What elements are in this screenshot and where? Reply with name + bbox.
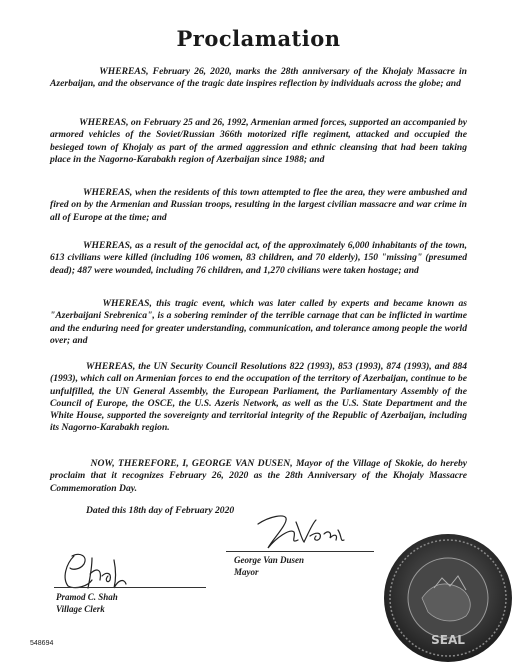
mayor-signature — [250, 510, 350, 555]
whereas-paragraph-5 — [50, 298, 467, 347]
paragraph-lead: WHEREAS, — [83, 187, 133, 198]
document-number: 548694 — [30, 640, 54, 647]
mayor-title: Mayor — [234, 567, 259, 577]
clerk-title: Village Clerk — [56, 604, 105, 614]
paragraph-text: Mayor of the Village of Skokie, do hereby proclaim that it recognizes February 26, 2020 as the 28th Anniversary of the Khojaly Massacre Commemoration Day. — [50, 458, 468, 494]
mayor-name: George Van Dusen — [234, 555, 305, 565]
paragraph-text: on February 25 and 26, 1992, Armenian armed forces, supported an accompanied by armored vehicles of the Soviet/Russian 366th motorized rifle regiment, attacked and occupied the besieged town of Khojaly as part of the armed aggression and ethnic cleansing that had been taking place in the Nagorno-Karabakh region of Azerbaijan since 1988; and — [50, 117, 467, 165]
dated-line: Dated this 18th day of February 2020 — [86, 505, 235, 516]
clerk-signature-line — [54, 587, 206, 588]
clerk-name: Pramod C. Shah — [56, 592, 118, 602]
whereas-paragraph-1 — [50, 66, 467, 91]
paragraph-text: February 26, 2020, marks the 28th anniversary of the Khojaly Massacre in Azerbaijan, and the observance of the tragic date inspires reflection by individuals across the globe; and — [50, 66, 467, 90]
paragraph-text: the UN Security Council Resolutions 822 (1993), 853 (1993), 874 (1993), and 884 (1993), which call on Armenian forces to end the occupation of the territory of Azerbaijan, continue to be unfulfilled, the UN General Assembly, the European Parliament, the Parliamentary Assembly of the Council of Europe, the OSCE, the U.S. Azeris Network, as well as the U.S. State Department and the White House, supported the sovereignty and territorial integrity of the Republic of Azerbaijan, including its Nagorno-Karabakh region. — [50, 361, 468, 434]
paragraph-lead: NOW, THEREFORE, I, GEORGE VAN DUSEN, — [90, 458, 293, 469]
paragraph-text: as a result of the genocidal act, of the approximately 6,000 inhabitants of the town, 613 civilians were killed (including 106 women, 83 children, and 70 elderly), 150 "missing" (presumed dead); 487 were wounded, including 76 children, and 1,270 civilians were taken hostage; and — [50, 240, 467, 276]
paragraph-lead: WHEREAS, — [99, 66, 149, 77]
paragraph-text: this tragic event, which was later called by experts and became known as "Azerbaijani Srebrenica", is a sobering reminder of the terrible carnage that can be inflicted in wartime and the enduring need for greater understanding, communication, and tolerance among people the world over; and — [50, 298, 468, 346]
seal-label: SEAL — [431, 633, 465, 647]
paragraph-lead: WHEREAS, — [79, 117, 129, 128]
paragraph-lead: WHEREAS, — [85, 361, 136, 372]
proclamation-paragraph — [50, 458, 467, 495]
document-title: Proclamation — [176, 26, 341, 51]
mayor-signature-line — [226, 551, 374, 552]
paragraph-lead: WHEREAS, — [83, 240, 133, 251]
whereas-paragraph-6 — [50, 361, 467, 435]
village-seal — [382, 532, 514, 664]
whereas-paragraph-3 — [50, 187, 467, 224]
whereas-paragraph-4 — [50, 240, 467, 277]
whereas-paragraph-2 — [50, 117, 467, 166]
paragraph-lead: WHEREAS, — [102, 298, 152, 309]
clerk-signature — [58, 550, 138, 592]
paragraph-text: when the residents of this town attempted to flee the area, they were ambushed and fired on by the Armenian and Russian troops, resulting in the largest civilian massacre and war crime in all of Europe at the time; and — [50, 187, 467, 223]
